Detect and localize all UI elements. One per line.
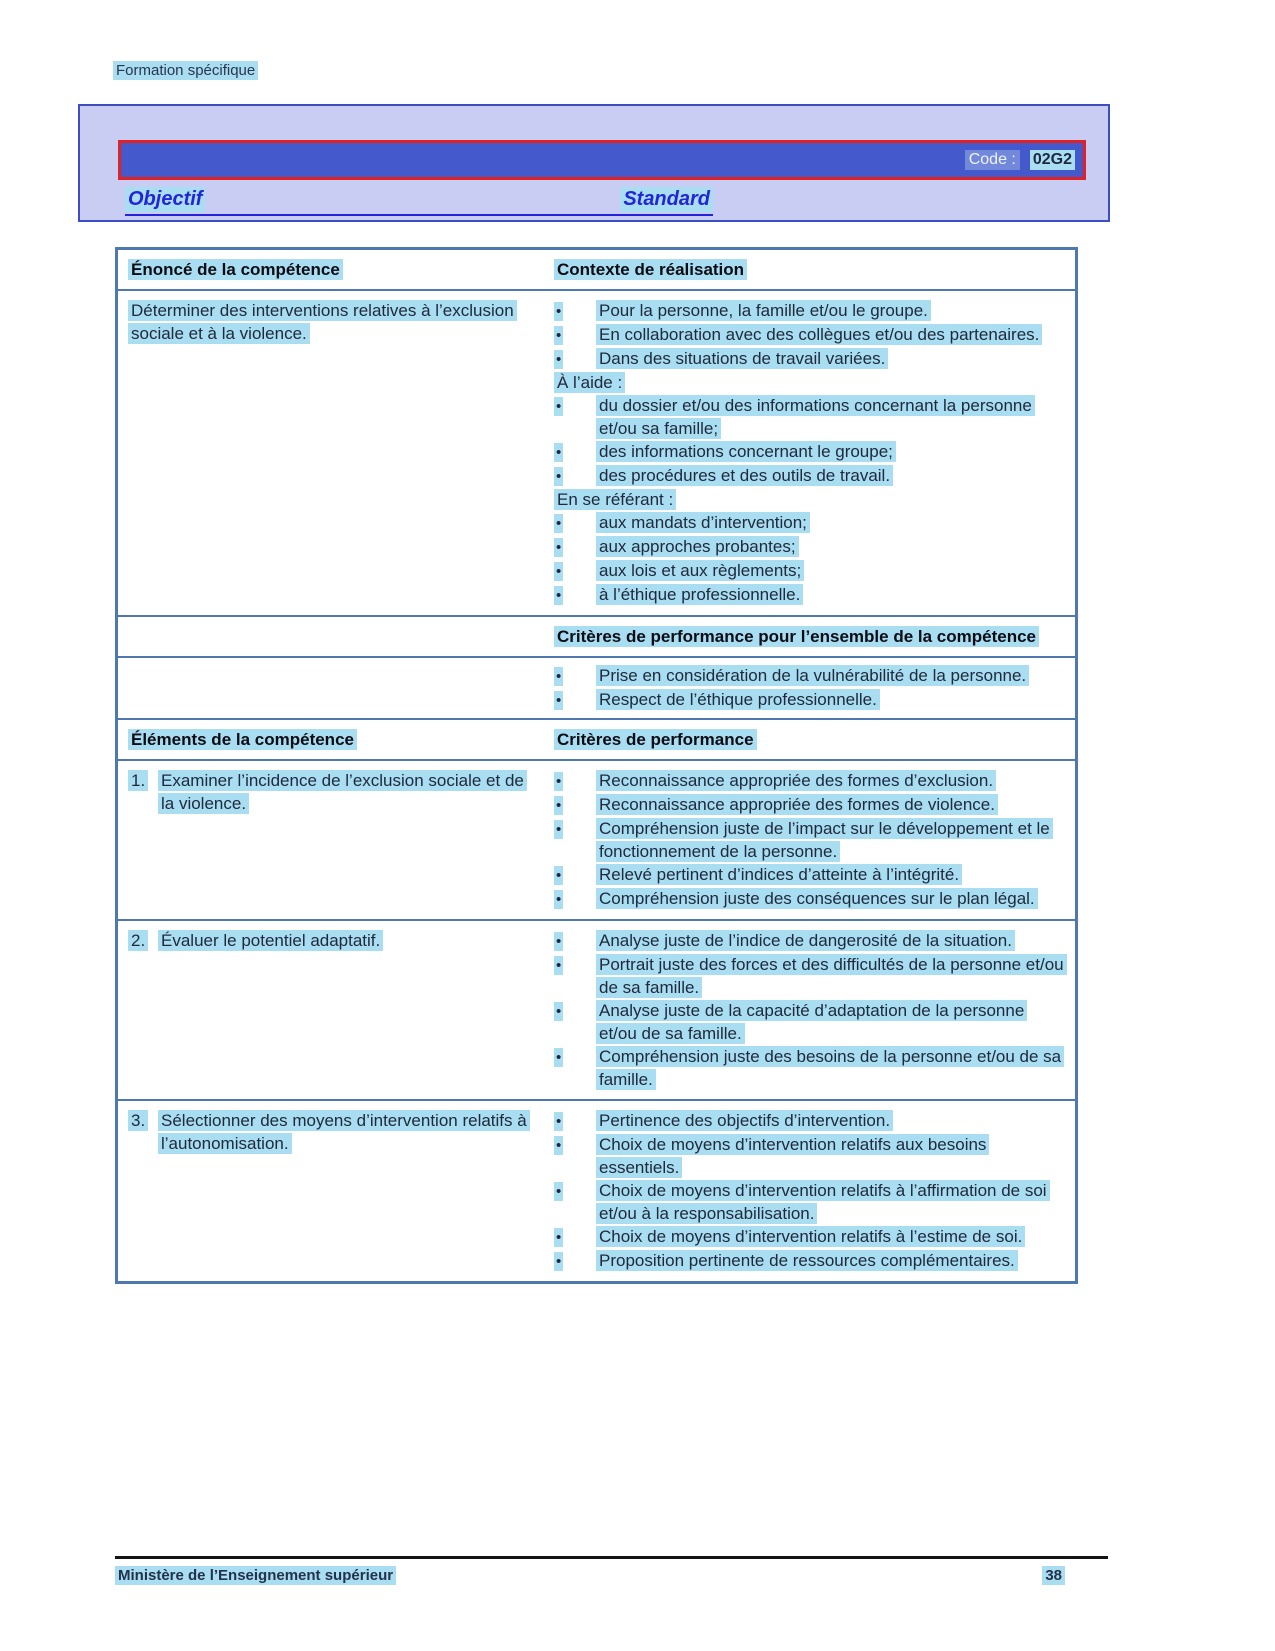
list-item [554,887,1065,911]
list-item [554,664,1065,688]
list-item [554,299,1065,323]
list-item-text: Dans des situations de travail variées. [596,347,1065,371]
table-row [118,289,1075,615]
list-item-text: Pour la personne, la famille et/ou le groupe. [596,299,1065,323]
bullet-icon: • [556,957,562,974]
list-item-text: des procédures et des outils de travail. [596,464,1065,488]
header-enonce-text: Énoncé de la compétence [128,259,343,280]
criteria-cell [546,761,1075,919]
bullet-icon: • [556,1183,562,1200]
list-item [554,863,1065,887]
bullet-icon: • [556,692,562,709]
bullet-icon: • [556,587,562,604]
bullet-icon: • [556,468,562,485]
element-number: 2. [128,929,158,952]
element-text: Sélectionner des moyens d’intervention relatifs à l’autonomisation. [158,1109,536,1155]
bullet-icon: • [556,1137,562,1154]
element-row-1 [118,759,1075,919]
list-item [554,688,1065,712]
list-item-text: Reconnaissance appropriée des formes d’exclusion. [596,769,1065,793]
list-item-text: aux approches probantes; [596,535,1065,559]
list-item-text: Choix de moyens d’intervention relatifs aux besoins essentiels. [596,1133,1065,1179]
element-row-2 [118,919,1075,1099]
contexte-cell [546,291,1075,615]
bullet-icon: • [556,1253,562,1270]
bullet-icon: • [556,351,562,368]
list-item [554,1249,1065,1273]
list-item-text: Compréhension juste des besoins de la personne et/ou de sa famille. [596,1045,1065,1091]
list-item [554,999,1065,1045]
element-text: Examiner l’incidence de l’exclusion sociale et de la violence. [158,769,536,815]
title-banner [118,140,1086,180]
list-item [554,793,1065,817]
criteria-cell [546,1101,1075,1281]
list-item [554,1133,1065,1179]
standard-label: Standard [620,187,713,212]
bullet-icon: • [556,444,562,461]
list-item [554,769,1065,793]
bullet-icon: • [556,797,562,814]
code-value: 02G2 [1030,150,1075,170]
list-item [554,464,1065,488]
page-number: 38 [1042,1566,1065,1585]
criteria-list [554,1109,1065,1273]
list-item [554,440,1065,464]
list-item-text: Pertinence des objectifs d’intervention. [596,1109,1065,1133]
list-item-text: Prise en considération de la vulnérabilité de la personne. [596,664,1065,688]
list-item [554,323,1065,347]
bullet-icon: • [556,563,562,580]
enonce-cell [118,291,546,615]
bullet-icon: • [556,539,562,556]
footer [115,1566,1065,1585]
list-item [554,559,1065,583]
element-number: 1. [128,769,158,815]
list-item-text: Analyse juste de l’indice de dangerosité de la situation. [596,929,1065,953]
list-item-text: Relevé pertinent d’indices d’atteinte à l’intégrité. [596,863,1065,887]
header-elements-text: Éléments de la compétence [128,729,357,750]
list-item [554,1109,1065,1133]
element-cell [118,921,546,1099]
list-item-text: Choix de moyens d’intervention relatifs à l’affirmation de soi et/ou à la responsabilisation. [596,1179,1065,1225]
criteres-ensemble-title-cell [546,617,1075,656]
list-item [554,511,1065,535]
list-heading: À l’aide : [554,371,1065,394]
code-label: Code : [965,150,1020,170]
bullet-icon: • [556,1003,562,1020]
list-item-text: Choix de moyens d’intervention relatifs à l’estime de soi. [596,1225,1065,1249]
objectif-label: Objectif [125,187,205,212]
criteria-list [554,769,1065,911]
enonce-text: Déterminer des interventions relatives à l’exclusion sociale et à la violence. [128,300,517,344]
header-cell-enonce [118,250,546,289]
footer-ministry: Ministère de l’Enseignement supérieur [115,1566,396,1585]
list-item [554,535,1065,559]
criteria-list [554,929,1065,1091]
table-row [118,656,1075,718]
bullet-icon: • [556,933,562,950]
list-item [554,817,1065,863]
list-heading: En se référant : [554,488,1065,511]
header-cell-contexte [546,250,1075,289]
list-item [554,929,1065,953]
bullet-icon: • [556,515,562,532]
list-item-text: Compréhension juste de l’impact sur le développement et le fonctionnement de la personne. [596,817,1065,863]
list-item-text: Portrait juste des forces et des difficultés de la personne et/ou de sa famille. [596,953,1065,999]
bullet-icon: • [556,668,562,685]
list-item [554,583,1065,607]
objectif-standard-row [125,187,713,216]
list-item [554,394,1065,440]
list-item [554,953,1065,999]
empty-cell [118,617,546,656]
criteres-ensemble-title: Critères de performance pour l’ensemble de la compétence [554,626,1039,647]
element-cell [118,761,546,919]
header-cell-elements [118,720,546,759]
bullet-icon: • [556,821,562,838]
competency-table [115,247,1078,1284]
bullet-icon: • [556,1049,562,1066]
empty-cell [118,658,546,718]
footer-divider [115,1556,1108,1559]
header-cell-criteres [546,720,1075,759]
element-text: Évaluer le potentiel adaptatif. [158,929,536,952]
bullet-icon: • [556,1229,562,1246]
list-item-text: des informations concernant le groupe; [596,440,1065,464]
list-item-text: aux mandats d’intervention; [596,511,1065,535]
list-item-text: du dossier et/ou des informations concernant la personne et/ou sa famille; [596,394,1065,440]
header-criteres-text: Critères de performance [554,729,757,750]
list-item-text: Respect de l’éthique professionnelle. [596,688,1065,712]
list-item-text: Compréhension juste des conséquences sur le plan légal. [596,887,1065,911]
section-label-text: Formation spécifique [113,61,258,80]
list-item-text: aux lois et aux règlements; [596,559,1065,583]
section-label [113,62,258,79]
bullet-icon: • [556,303,562,320]
criteres-ensemble-list [554,664,1065,712]
list-item [554,347,1065,371]
element-row-3 [118,1099,1075,1281]
element-cell [118,1101,546,1281]
bullet-icon: • [556,327,562,344]
table-row [118,615,1075,656]
bullet-icon: • [556,773,562,790]
contexte-list [554,299,1065,607]
bullet-icon: • [556,398,562,415]
list-item [554,1045,1065,1091]
list-item-text: Analyse juste de la capacité d’adaptation de la personne et/ou de sa famille. [596,999,1065,1045]
table-header-row [118,718,1075,759]
criteres-ensemble-cell [546,658,1075,718]
bullet-icon: • [556,891,562,908]
bullet-icon: • [556,867,562,884]
header-box [78,104,1110,222]
criteria-cell [546,921,1075,1099]
table-header-row [118,250,1075,289]
list-item-text: à l’éthique professionnelle. [596,583,1065,607]
list-item-text: Reconnaissance appropriée des formes de violence. [596,793,1065,817]
header-contexte-text: Contexte de réalisation [554,259,747,280]
element-number: 3. [128,1109,158,1155]
bullet-icon: • [556,1113,562,1130]
list-item [554,1179,1065,1225]
list-item-text: Proposition pertinente de ressources complémentaires. [596,1249,1065,1273]
list-item [554,1225,1065,1249]
list-item-text: En collaboration avec des collègues et/ou des partenaires. [596,323,1065,347]
